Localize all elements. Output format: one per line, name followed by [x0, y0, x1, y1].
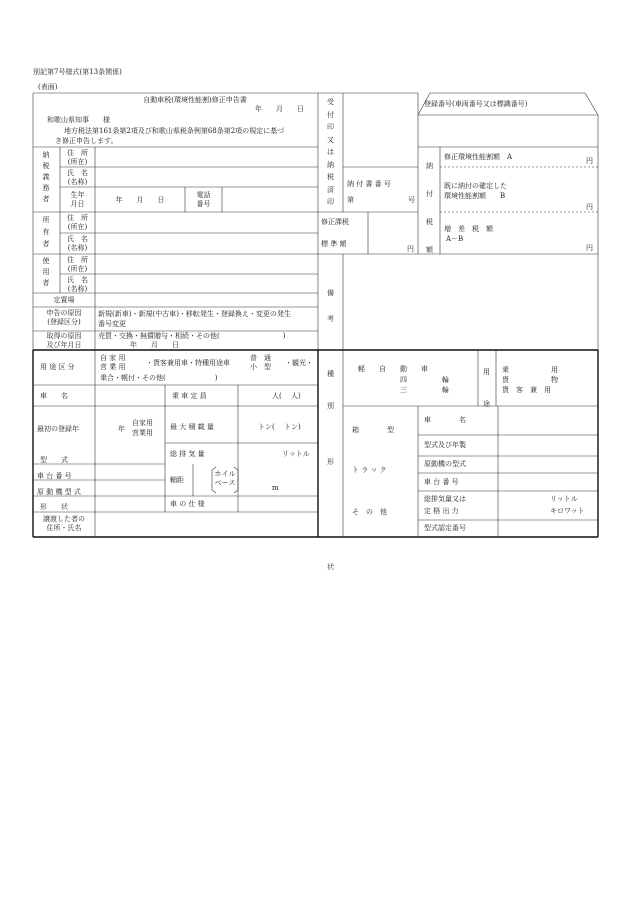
- use-small[interactable]: 小 型: [250, 363, 271, 371]
- tax-difference-yen: 円: [586, 244, 593, 252]
- corrected-base-label-2: 標 準 額: [321, 240, 347, 248]
- corrected-base-label-1: 修正課税: [321, 218, 349, 226]
- taxpayer-name-label: 氏 名 (名称): [67, 169, 88, 186]
- form-side: (表面): [38, 83, 58, 91]
- first-reg-commercial[interactable]: 営業用: [132, 429, 153, 437]
- model-type-label: 型 式: [40, 456, 68, 464]
- wheelbase-unit[interactable]: m: [272, 484, 279, 492]
- transferor-label: 譲渡した者の 住所・氏名: [43, 515, 85, 532]
- reason-options-1[interactable]: 新規(新車)・新規(中古車)・移転発生・登録換え・変更の発生: [98, 310, 291, 318]
- already-paid-yen: 円: [586, 203, 593, 211]
- taxpayer-label: 納税義務者: [42, 151, 50, 203]
- first-registration-year[interactable]: 年: [118, 425, 125, 433]
- reason-label: 申告の原因 (登録区分): [46, 309, 82, 326]
- engine-model-right-label: 原動機の型式: [424, 460, 466, 468]
- type-approval-label: 型式認定番号: [424, 524, 466, 532]
- engine-model-label: 原 動 機 型 式: [37, 488, 81, 496]
- slip-number-suffix: 号: [408, 196, 415, 204]
- type-three-wheel[interactable]: 三 輪: [400, 386, 449, 394]
- max-load-label: 最 大 積 載 量: [170, 423, 214, 431]
- rated-output-unit[interactable]: キロワット: [550, 507, 585, 515]
- statement-line-1: 地方税法第161条第2項及び和歌山県税条例第68条第2項の規定に基づ: [64, 127, 285, 135]
- shape-other[interactable]: そ の 他: [352, 508, 387, 516]
- form-number: 別記第7号様式(第13条関係): [33, 68, 122, 76]
- taxpayer-birth-value[interactable]: 年 月 日: [115, 196, 165, 204]
- acquisition-date[interactable]: 年 月 日: [130, 341, 179, 349]
- form-title: 自動車税(環境性能割)修正申告書: [143, 96, 247, 104]
- receipt-stamp-label: 受付印又は納税済印: [327, 98, 334, 206]
- owner-label: 所有者: [42, 216, 50, 248]
- statement-line-2: き修正申告します。: [55, 137, 118, 145]
- registration-number-label: 登録番号(車両番号又は標識番号): [424, 100, 528, 108]
- use-label: 用途: [483, 368, 490, 408]
- acquisition-options[interactable]: 売買・交換・無償贈与・相続・その他( ): [98, 332, 286, 340]
- filing-date[interactable]: 年 月 日: [255, 105, 304, 113]
- use-mixed[interactable]: 貨 客 兼 用: [502, 386, 551, 394]
- user-name-label: 氏 名 (名称): [67, 276, 88, 293]
- shape-box[interactable]: 箱 型: [352, 426, 394, 434]
- already-paid-label-2: 環境性能割額 B: [444, 192, 506, 200]
- owner-name-label: 氏 名 (名称): [67, 235, 88, 252]
- tax-difference-formula: A－B: [446, 235, 464, 243]
- use-commercial[interactable]: 営 業 用: [100, 363, 126, 371]
- taxpayer-address-label: 住 所 (所在): [67, 149, 88, 166]
- wheelbase-sub-label: ホイル ベース: [214, 470, 236, 487]
- car-name-right-label: 車 名: [424, 416, 466, 424]
- taxpayer-birth-label: 生年 月日: [70, 191, 85, 208]
- use-tourism[interactable]: ・観光・: [285, 359, 313, 367]
- use-special[interactable]: ・貨客兼用車・特種用途車: [146, 359, 230, 367]
- acquisition-label: 取得の原因 及び年月日: [46, 332, 82, 349]
- payment-slip-label: 納 付 書 番 号: [347, 180, 391, 188]
- type-light-car[interactable]: 軽 自 動 車: [358, 365, 428, 373]
- slip-number-prefix: 第: [347, 196, 354, 204]
- taxpayer-phone-label: 電話 番号: [196, 191, 211, 208]
- vehicle-spec-label: 車 の 仕 様: [170, 500, 205, 508]
- use-passenger[interactable]: 乗 用: [502, 366, 558, 374]
- first-registration-label: 最初の登録年: [37, 425, 79, 433]
- use-cargo[interactable]: 貨 物: [502, 376, 558, 384]
- owner-address-label: 住 所 (所在): [67, 214, 88, 231]
- car-name-label: 車 名: [40, 392, 68, 400]
- first-reg-private[interactable]: 自家用: [132, 419, 153, 427]
- shape-category-label: 形状: [327, 458, 334, 571]
- type-label: 種別: [327, 370, 334, 410]
- capacity-label: 乗 車 定 員: [172, 392, 207, 400]
- corrected-tax-yen: 円: [586, 157, 593, 165]
- chassis-number-label: 車 台 番 号: [37, 472, 72, 480]
- capacity-unit[interactable]: 人( 人): [272, 392, 301, 400]
- wheelbase-label: 軸距: [170, 476, 184, 484]
- model-year-label: 型式及び年製: [424, 441, 466, 449]
- rated-output-label: 定 格 出 力: [424, 507, 459, 515]
- already-paid-label: 既に納付の確定した: [444, 182, 507, 190]
- tax-amount-label: 納付税額: [426, 162, 433, 254]
- max-load-unit[interactable]: トン( トン): [258, 423, 301, 431]
- user-address-label: 住 所 (所在): [67, 256, 88, 273]
- shape-label: 形 状: [40, 503, 68, 511]
- displacement-right-label: 総排気量又は: [424, 495, 466, 503]
- displacement-unit[interactable]: リットル: [282, 450, 310, 458]
- displacement-right-unit[interactable]: リットル: [550, 495, 578, 503]
- chassis-number-right-label: 車 台 番 号: [424, 478, 459, 486]
- storage-location-label: 定置場: [53, 296, 75, 304]
- addressee: 和歌山県知事 様: [47, 116, 110, 124]
- type-four-wheel[interactable]: 四 輪: [400, 376, 449, 384]
- use-ordinary[interactable]: 普 通: [250, 354, 271, 362]
- corrected-tax-label: 修正環境性能割額 A: [444, 153, 513, 161]
- displacement-label: 総 排 気 量: [170, 450, 205, 458]
- reason-options-2[interactable]: 番号変更: [98, 320, 126, 328]
- corrected-base-yen: 円: [407, 245, 414, 253]
- use-category-label: 用 途 区 分: [40, 363, 75, 371]
- user-label: 使用者: [42, 257, 50, 287]
- use-private[interactable]: 自 家 用: [100, 354, 126, 362]
- shape-truck[interactable]: ト ラ ッ ク: [352, 466, 387, 474]
- use-bus-other[interactable]: 乗合・幌付・その他( ): [100, 374, 218, 382]
- remarks-label: 備 考: [327, 289, 341, 323]
- tax-difference-label: 増 差 税 額: [444, 225, 493, 233]
